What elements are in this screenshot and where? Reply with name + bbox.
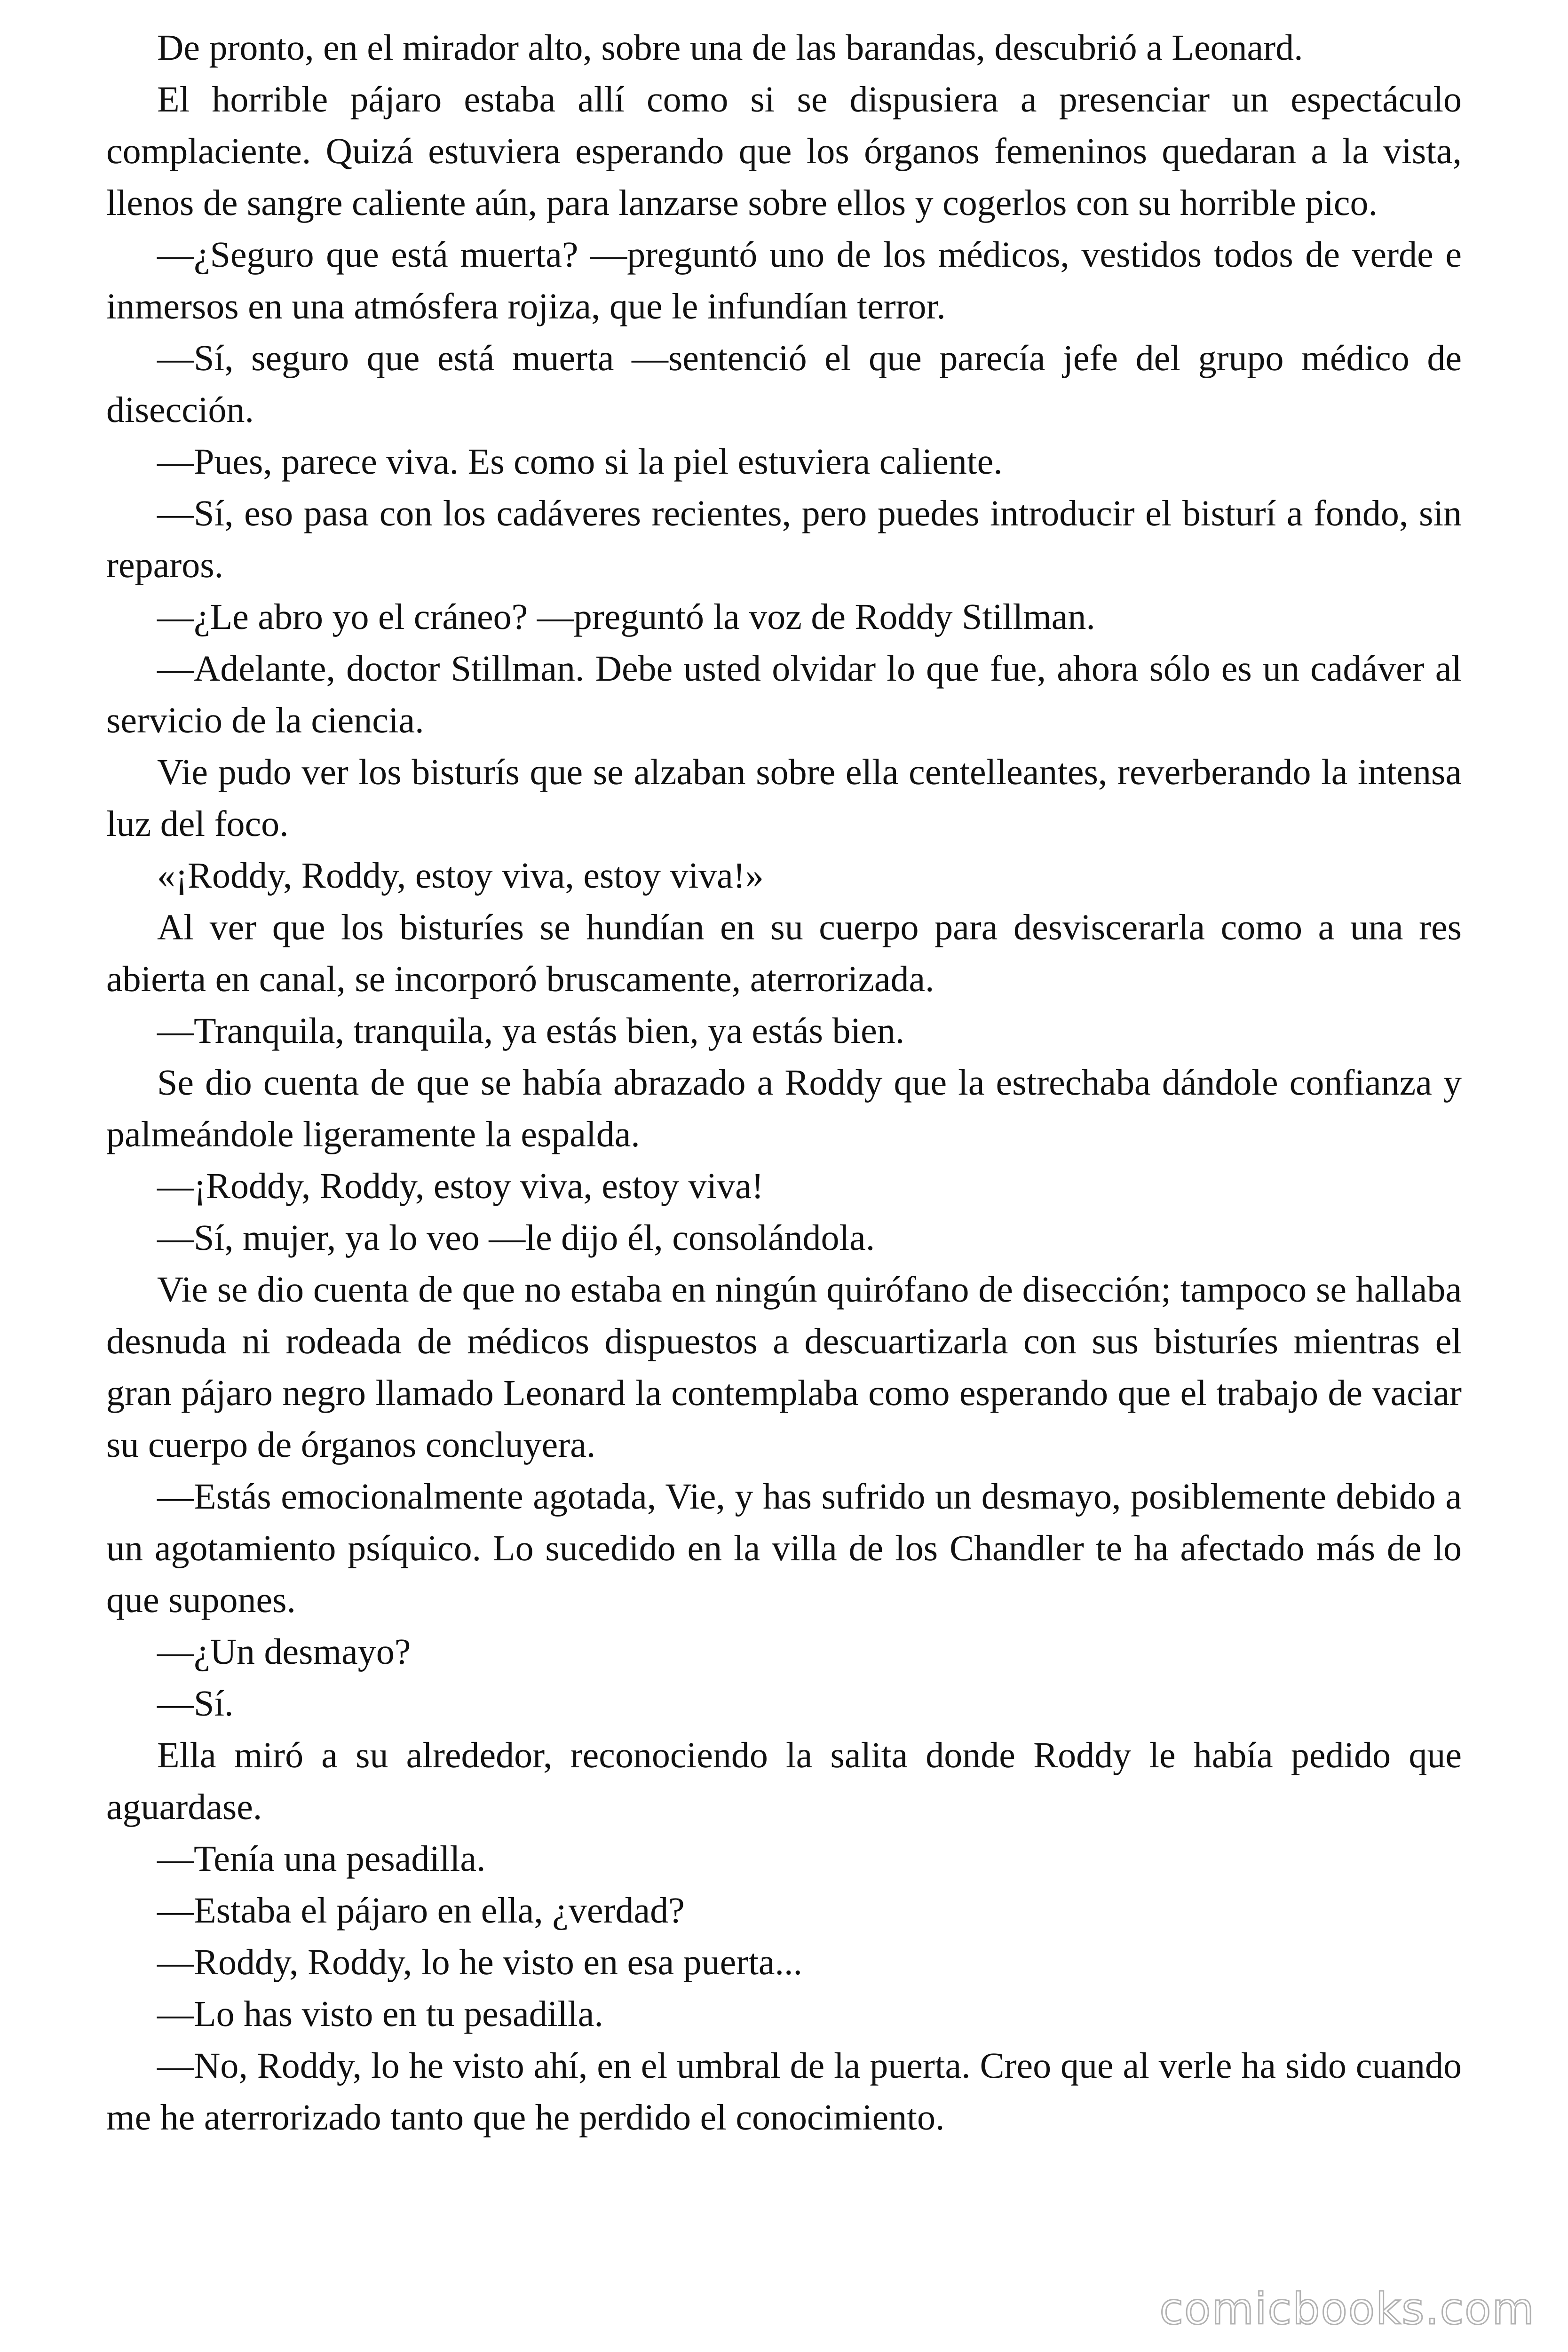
paragraph: —Sí, mujer, ya lo veo —le dijo él, consolándola. xyxy=(157,1217,875,1258)
paragraph: Ella miró a su alrededor, reconociendo la salita donde Roddy le había pedido que aguardase. xyxy=(106,1734,1462,1827)
paragraph: —Roddy, Roddy, lo he visto en esa puerta... xyxy=(157,1941,803,1982)
paragraph: —Tranquila, tranquila, ya estás bien, ya estás bien. xyxy=(157,1010,905,1051)
paragraph: «¡Roddy, Roddy, estoy viva, estoy viva!» xyxy=(157,855,764,896)
paragraph: —Sí. xyxy=(157,1683,234,1724)
paragraph: —¿Un desmayo? xyxy=(157,1631,411,1672)
paragraph: —Estaba el pájaro en ella, ¿verdad? xyxy=(157,1890,685,1931)
paragraph: Se dio cuenta de que se había abrazado a Roddy que la estrechaba dándole confianza y palmeándole ligeramente la espalda. xyxy=(106,1062,1462,1154)
paragraph: —¡Roddy, Roddy, estoy viva, estoy viva! xyxy=(157,1165,764,1206)
paragraph: El horrible pájaro estaba allí como si se dispusiera a presenciar un espectáculo complaciente. Quizá estuviera esperando que los órganos femeninos quedaran a la vista, llenos de sangre caliente aún, para lanzarse sobre ellos y cogerlos con su horrible pico. xyxy=(106,79,1462,223)
paragraph: De pronto, en el mirador alto, sobre una de las barandas, descubrió a Leonard. xyxy=(157,27,1303,68)
paragraph: —Lo has visto en tu pesadilla. xyxy=(157,1993,603,2034)
watermark: comicbooks.com xyxy=(1159,2284,1535,2334)
page-body xyxy=(106,22,1462,2143)
paragraph: Vie se dio cuenta de que no estaba en ningún quirófano de disección; tampoco se hallaba desnuda ni rodeada de médicos dispuestos a descuartizarla con sus bisturíes mientras el gran pájaro negro llamado Leonard la contemplaba como esperando que el trabajo de vaciar su cuerpo de órganos concluyera. xyxy=(106,1269,1462,1465)
paragraph: —Adelante, doctor Stillman. Debe usted olvidar lo que fue, ahora sólo es un cadáver al servicio de la ciencia. xyxy=(106,648,1462,740)
paragraph: —Sí, seguro que está muerta —sentenció el que parecía jefe del grupo médico de disección. xyxy=(106,337,1462,430)
paragraph: —¿Le abro yo el cráneo? —preguntó la voz de Roddy Stillman. xyxy=(157,596,1095,637)
paragraph: —Sí, eso pasa con los cadáveres recientes, pero puedes introducir el bisturí a fondo, sin reparos. xyxy=(106,493,1462,585)
paragraph: —No, Roddy, lo he visto ahí, en el umbral de la puerta. Creo que al verle ha sido cuando me he aterrorizado tanto que he perdido el conocimiento. xyxy=(106,2045,1462,2137)
paragraph: —Estás emocionalmente agotada, Vie, y has sufrido un desmayo, posiblemente debido a un agotamiento psíquico. Lo sucedido en la villa de los Chandler te ha afectado más de lo que supones. xyxy=(106,1476,1462,1620)
paragraph: Al ver que los bisturíes se hundían en su cuerpo para desviscerarla como a una res abierta en canal, se incorporó bruscamente, aterrorizada. xyxy=(106,906,1462,999)
paragraph: —Pues, parece viva. Es como si la piel estuviera caliente. xyxy=(157,441,1003,482)
paragraph: Vie pudo ver los bisturís que se alzaban sobre ella centelleantes, reverberando la intensa luz del foco. xyxy=(106,751,1462,844)
paragraph: —Tenía una pesadilla. xyxy=(157,1838,486,1879)
paragraph: —¿Seguro que está muerta? —preguntó uno de los médicos, vestidos todos de verde e inmersos en una atmósfera rojiza, que le infundían terror. xyxy=(106,234,1462,326)
